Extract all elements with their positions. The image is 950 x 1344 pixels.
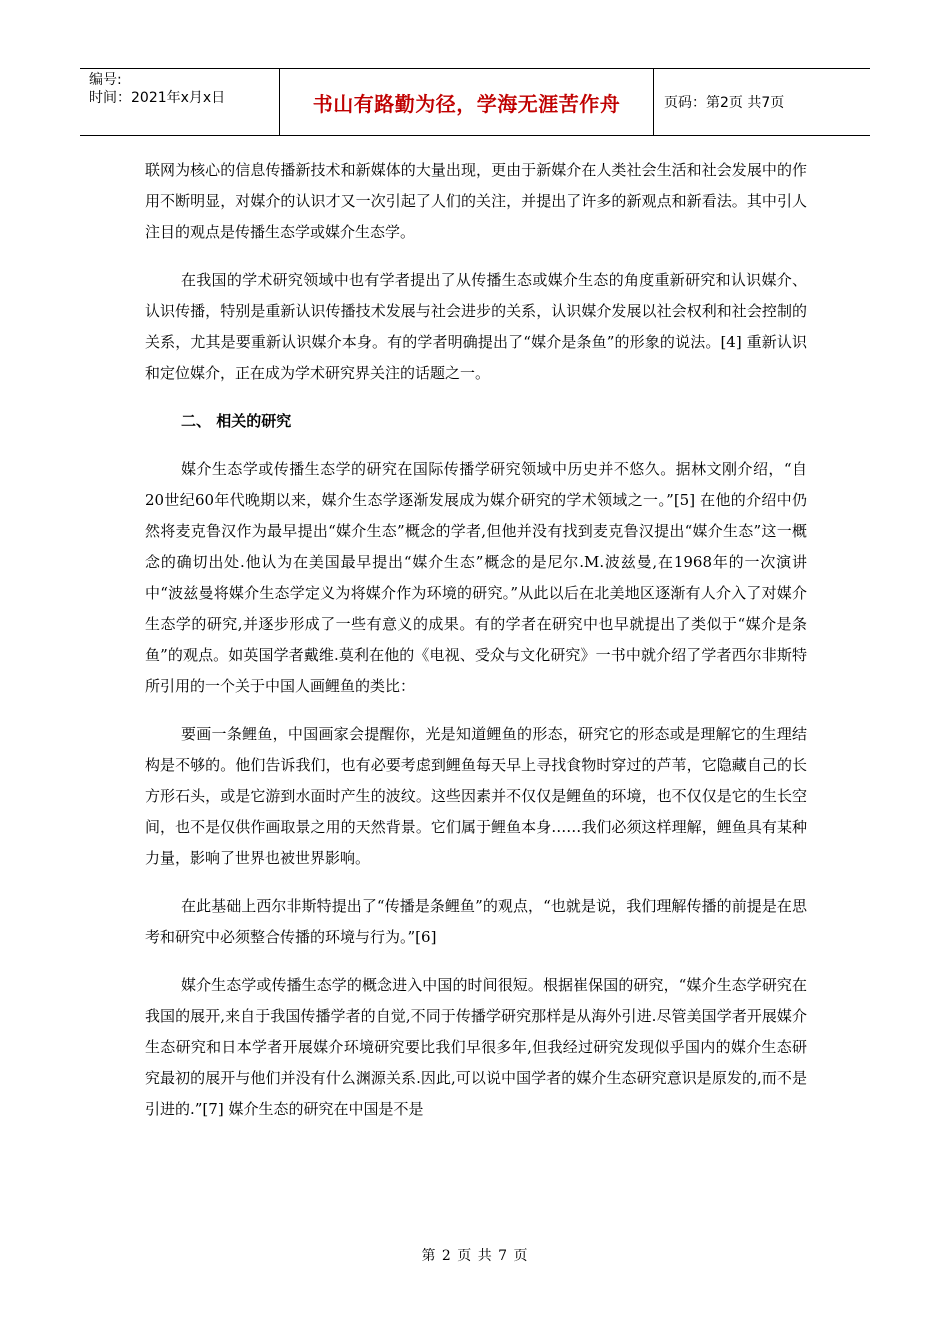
paragraph-5: 在此基础上西尔非斯特提出了“传播是条鲤鱼”的观点，“也就是说，我们理解传播的前提是在思考和研究中必须整合传播的环境与行为。”[6] [145, 897, 807, 946]
paragraph-4-quote: 要画一条鲤鱼，中国画家会提醒你，光是知道鲤鱼的形态，研究它的形态或是理解它的生理结构是不够的。他们告诉我们，也有必要考虑到鲤鱼每天早上寻找食物时穿过的芦苇，它隐藏自己的长方形石头，或是它游到水面时产生的波纹。这些因素并不仅仅是鲤鱼的环境，也不仅仅是它的生长空间，也不是仅供作画取景之用的天然背景。它们属于鲤鱼本身……我们必须这样理解，鲤鱼具有某种力量，影响了世界也被世界影响。 [145, 725, 807, 867]
header-page-info: 页码：第2页 共7页 [664, 95, 785, 111]
paragraph-1: 联网为核心的信息传播新技术和新媒体的大量出现，更由于新媒介在人类社会生活和社会发展中的作用不断明显，对媒介的认识才又一次引起了人们的关注，并提出了许多的新观点和新看法。其中引人注目的观点是传播生态学或媒介生态学。 [145, 161, 807, 241]
paragraph-6: 媒介生态学或传播生态学的概念进入中国的时间很短。根据崔保国的研究，“媒介生态学研究在我国的展开,来自于我国传播学者的自觉,不同于传播学研究那样是从海外引进.尽管美国学者开展媒介生态研究和日本学者开展媒介环境研究要比我们早很多年,但我经过研究发现似乎国内的媒介生态研究最初的展开与他们并没有什么渊源关系.因此,可以说中国学者的媒介生态研究意识是原发的,而不是引进的.”[7] 媒介生态的研究在中国是不是 [145, 976, 807, 1118]
page-footer: 第 2 页 共 7 页 [421, 1248, 529, 1264]
header-motto: 书山有路勤为径，学海无涯苦作舟 [280, 69, 654, 135]
header-date-label: 时间：2021年x月x日 [89, 90, 226, 106]
paragraph-3: 媒介生态学或传播生态学的研究在国际传播学研究领域中历史并不悠久。据林文刚介绍，“自20世纪60年代晚期以来，媒介生态学逐渐发展成为媒介研究的学术领域之一。”[5] 在他的介绍中仍然将麦克鲁汉作为最早提出“媒介生态”概念的学者,但他并没有找到麦克鲁汉提出“媒介生态”这一概念的确切出处.他认为在美国最早提出“媒介生态”概念的是尼尔.M.波兹曼,在1968年的一次演讲中“波兹曼将媒介生态学定义为将媒介作为环境的研究。”从此以后在北美地区逐渐有人介入了对媒介生态学的研究,并逐步形成了一些有意义的成果。有的学者在研究中也早就提出了类似于“媒介是条鱼”的观点。如英国学者戴维.莫利在他的《电视、受众与文化研究》一书中就介绍了学者西尔非斯特所引用的一个关于中国人画鲤鱼的类比： [145, 460, 807, 695]
page-header [80, 68, 870, 136]
header-number-label: 编号: [89, 72, 122, 88]
section-heading: 二、 相关的研究 [181, 412, 292, 430]
header-meta [80, 69, 280, 135]
document-body [145, 155, 807, 1142]
paragraph-2: 在我国的学术研究领域中也有学者提出了从传播生态或媒介生态的角度重新研究和认识媒介、认识传播，特别是重新认识传播技术发展与社会进步的关系，认识媒介发展以社会权利和社会控制的关系，尤其是要重新认识媒介本身。有的学者明确提出了“媒介是条鱼”的形象的说法。[4] 重新认识和定位媒介，正在成为学术研究界关注的话题之一。 [145, 271, 807, 382]
